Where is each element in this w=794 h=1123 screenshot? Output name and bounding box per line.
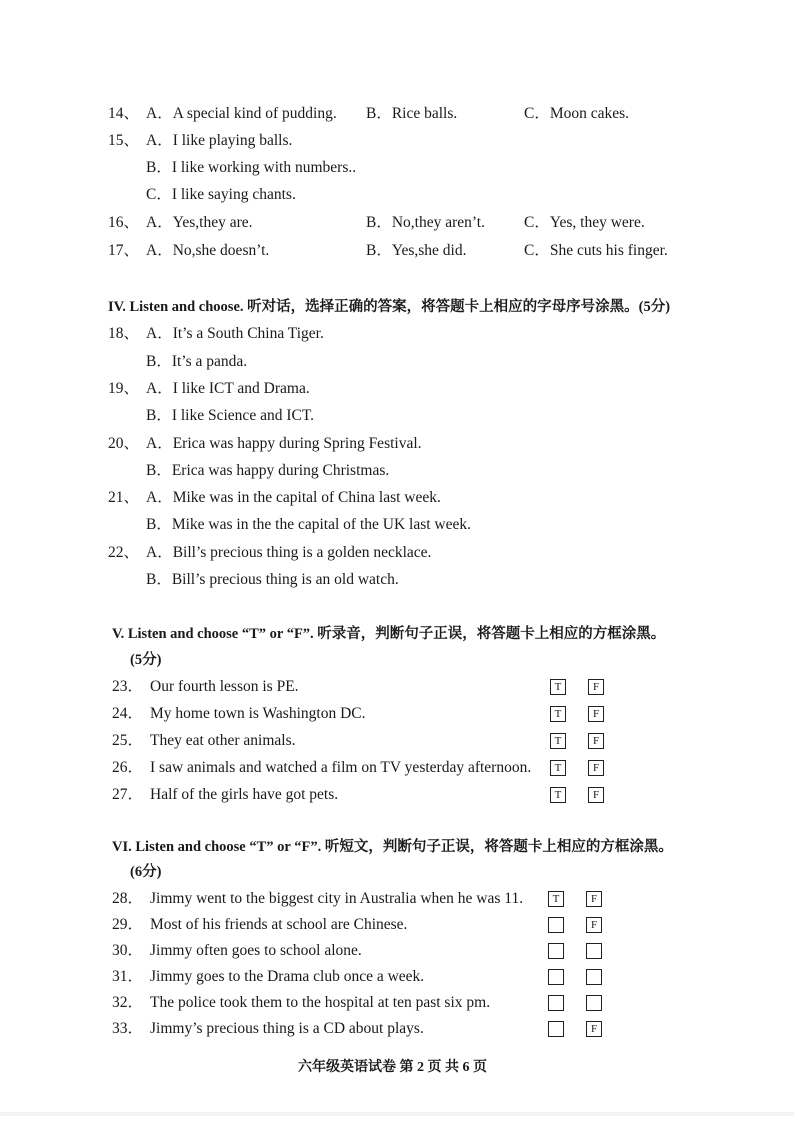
- true-box-29[interactable]: [548, 917, 564, 933]
- option-b-text: It’s a panda.: [171, 353, 248, 370]
- question-number: 32．: [112, 994, 144, 1011]
- section-6-heading: VI. Listen and choose “T” or “F”. 听短文，判断句子正误，将答题卡上相应的方框涂黑。: [112, 839, 673, 855]
- option-label: C．: [524, 105, 550, 122]
- option-a-text: I like playing balls.: [172, 132, 293, 149]
- question-14: [108, 104, 337, 124]
- option-b-text: No,they aren’t.: [391, 214, 485, 231]
- section-5-score: (5分): [130, 652, 162, 668]
- option-b-text: Rice balls.: [391, 105, 458, 122]
- option-a-text: Yes,they are.: [172, 214, 253, 231]
- option-c-text: She cuts his finger.: [549, 242, 668, 259]
- false-box-28[interactable]: F: [586, 891, 602, 907]
- question-24: [112, 704, 365, 724]
- statement-text: Half of the girls have got pets.: [150, 786, 339, 803]
- question-21-option-b: [146, 515, 471, 535]
- question-number: 15、: [108, 132, 140, 149]
- question-number: 18、: [108, 325, 140, 342]
- option-a-text: A special kind of pudding.: [172, 105, 337, 122]
- question-number: 17、: [108, 242, 140, 259]
- option-a-text: Mike was in the capital of China last week.: [172, 489, 441, 506]
- question-number: 16、: [108, 214, 140, 231]
- question-number: 20、: [108, 435, 140, 452]
- option-b-text: I like Science and ICT.: [171, 407, 315, 424]
- true-box-30[interactable]: [548, 943, 564, 959]
- false-box-29[interactable]: F: [586, 917, 602, 933]
- question-number: 29．: [112, 916, 144, 933]
- question-29: [112, 915, 407, 935]
- question-number: 27．: [112, 786, 144, 803]
- true-box-28[interactable]: T: [548, 891, 564, 907]
- false-box-26[interactable]: F: [588, 760, 604, 776]
- question-27: [112, 785, 338, 805]
- false-box-27[interactable]: F: [588, 787, 604, 803]
- option-label: A．: [146, 489, 173, 506]
- question-33: [112, 1019, 424, 1039]
- option-b-text: Yes,she did.: [391, 242, 467, 259]
- question-number: 24．: [112, 705, 144, 722]
- false-box-30[interactable]: [586, 943, 602, 959]
- true-box-23[interactable]: T: [550, 679, 566, 695]
- option-b-text: I like working with numbers..: [171, 159, 357, 176]
- option-label: A．: [146, 214, 173, 231]
- question-19-option-b: [146, 406, 314, 426]
- option-label: C．: [524, 242, 550, 259]
- option-label: B．: [146, 462, 172, 479]
- false-box-25[interactable]: F: [588, 733, 604, 749]
- option-label: A．: [146, 105, 173, 122]
- false-box-33[interactable]: F: [586, 1021, 602, 1037]
- option-b-text: Mike was in the the capital of the UK last week.: [171, 516, 471, 533]
- statement-text: Jimmy goes to the Drama club once a week.: [150, 968, 425, 985]
- question-30: [112, 941, 362, 961]
- question-21: [108, 488, 441, 508]
- question-26: [112, 758, 531, 778]
- question-17-option-c: [524, 241, 668, 261]
- question-23: [112, 677, 299, 697]
- question-17-option-b: [366, 241, 467, 261]
- section-4-heading: IV. Listen and choose. 听对话，选择正确的答案，将答题卡上相应的字母序号涂黑。(5分): [108, 299, 671, 315]
- option-a-text: I like ICT and Drama.: [172, 380, 310, 397]
- statement-text: Our fourth lesson is PE.: [150, 678, 299, 695]
- true-box-24[interactable]: T: [550, 706, 566, 722]
- option-label: B．: [366, 242, 392, 259]
- question-32: [112, 993, 490, 1013]
- option-c-text: Yes, they were.: [549, 214, 645, 231]
- option-label: B．: [146, 159, 172, 176]
- option-label: A．: [146, 242, 173, 259]
- option-label: C．: [146, 186, 172, 203]
- scan-edge: [0, 1112, 794, 1116]
- false-box-24[interactable]: F: [588, 706, 604, 722]
- option-label: C．: [524, 214, 550, 231]
- option-a-text: It’s a South China Tiger.: [172, 325, 324, 342]
- section-6-score: (6分): [130, 864, 162, 880]
- statement-text: Most of his friends at school are Chinese.: [150, 916, 408, 933]
- question-22-option-b: [146, 570, 399, 590]
- question-16-option-b: [366, 213, 485, 233]
- option-label: A．: [146, 325, 173, 342]
- question-number: 33．: [112, 1020, 144, 1037]
- option-c-text: Moon cakes.: [549, 105, 630, 122]
- question-17: [108, 241, 269, 261]
- question-25: [112, 731, 295, 751]
- question-number: 26．: [112, 759, 144, 776]
- question-number: 14、: [108, 105, 140, 122]
- option-label: B．: [366, 105, 392, 122]
- question-16-option-c: [524, 213, 645, 233]
- option-a-text: Bill’s precious thing is a golden necklace.: [172, 544, 432, 561]
- question-28: [112, 889, 523, 909]
- true-box-27[interactable]: T: [550, 787, 566, 803]
- option-label: A．: [146, 132, 173, 149]
- question-19: [108, 379, 310, 399]
- option-label: B．: [146, 516, 172, 533]
- false-box-32[interactable]: [586, 995, 602, 1011]
- question-number: 21、: [108, 489, 140, 506]
- option-a-text: No,she doesn’t.: [172, 242, 270, 259]
- section-5-heading: V. Listen and choose “T” or “F”. 听录音，判断句子正误，将答题卡上相应的方框涂黑。: [112, 626, 666, 642]
- false-box-31[interactable]: [586, 969, 602, 985]
- option-label: B．: [146, 407, 172, 424]
- question-14-option-b: [366, 104, 457, 124]
- option-c-text: I like saying chants.: [171, 186, 296, 203]
- statement-text: They eat other animals.: [150, 732, 296, 749]
- option-label: A．: [146, 380, 173, 397]
- question-20: [108, 434, 422, 454]
- option-a-text: Erica was happy during Spring Festival.: [172, 435, 422, 452]
- true-box-26[interactable]: T: [550, 760, 566, 776]
- true-box-25[interactable]: T: [550, 733, 566, 749]
- question-18-option-b: [146, 352, 247, 372]
- question-18: [108, 324, 324, 344]
- question-22: [108, 543, 431, 563]
- option-label: A．: [146, 544, 173, 561]
- question-number: 28．: [112, 890, 144, 907]
- false-box-23[interactable]: F: [588, 679, 604, 695]
- question-number: 22、: [108, 544, 140, 561]
- statement-text: The police took them to the hospital at ten past six pm.: [150, 994, 491, 1011]
- true-box-31[interactable]: [548, 969, 564, 985]
- question-number: 30．: [112, 942, 144, 959]
- question-15: [108, 131, 292, 151]
- question-number: 23．: [112, 678, 144, 695]
- statement-text: Jimmy’s precious thing is a CD about plays.: [150, 1020, 424, 1037]
- statement-text: Jimmy often goes to school alone.: [150, 942, 362, 959]
- option-b-text: Bill’s precious thing is an old watch.: [171, 571, 399, 588]
- question-number: 19、: [108, 380, 140, 397]
- true-box-33[interactable]: [548, 1021, 564, 1037]
- question-number: 31．: [112, 968, 144, 985]
- question-16: [108, 213, 253, 233]
- page-footer: 六年级英语试卷 第 2 页 共 6 页: [298, 1060, 487, 1075]
- question-20-option-b: [146, 461, 389, 481]
- question-31: [112, 967, 424, 987]
- question-14-option-c: [524, 104, 629, 124]
- statement-text: My home town is Washington DC.: [150, 705, 366, 722]
- true-box-32[interactable]: [548, 995, 564, 1011]
- question-15-option-b: [146, 158, 356, 178]
- option-label: B．: [146, 571, 172, 588]
- question-number: 25．: [112, 732, 144, 749]
- statement-text: I saw animals and watched a film on TV yesterday afternoon.: [150, 759, 532, 776]
- question-15-option-c: [146, 185, 296, 205]
- option-b-text: Erica was happy during Christmas.: [171, 462, 390, 479]
- option-label: A．: [146, 435, 173, 452]
- option-label: B．: [366, 214, 392, 231]
- statement-text: Jimmy went to the biggest city in Australia when he was 11.: [150, 890, 524, 907]
- option-label: B．: [146, 353, 172, 370]
